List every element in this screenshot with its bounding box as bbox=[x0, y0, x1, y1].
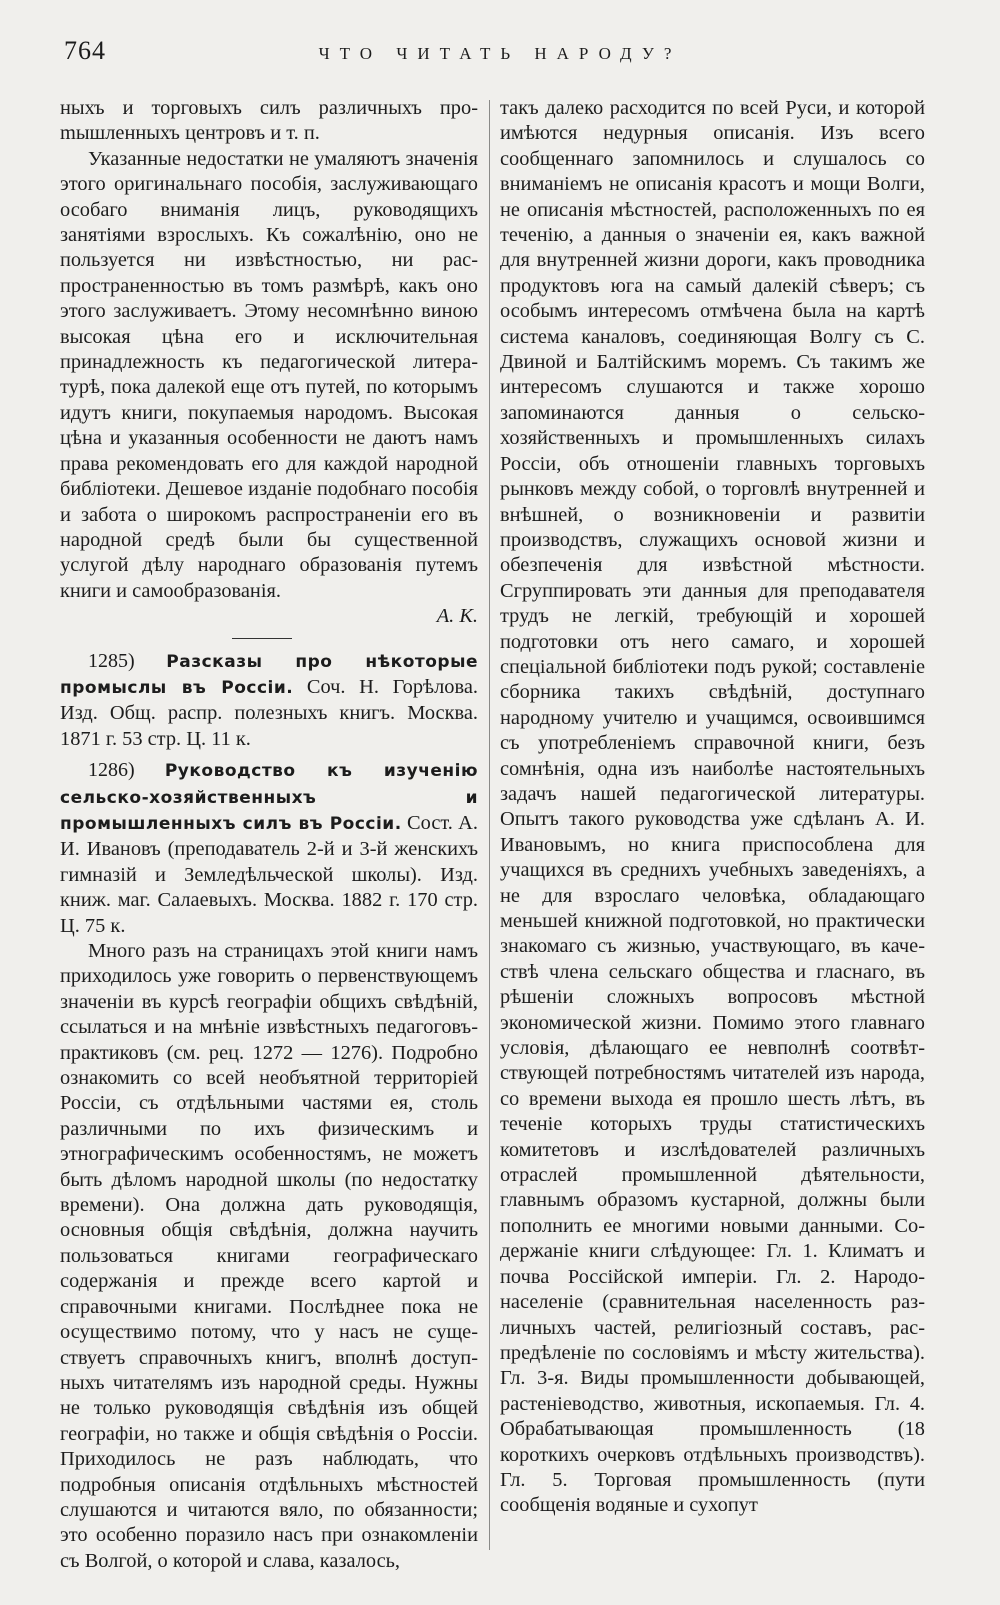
signature-line bbox=[60, 604, 478, 629]
entry-number: 1285) bbox=[88, 649, 135, 672]
entry-details: Сост. А. И. Ивановъ (преподаватель 2-й и 3-й женскихъ гимназій и Земледѣльческой школы). Изд. книж. маг. Салаевыхъ. Москва. 1882 г. 170 стр. Ц. 75 к. bbox=[60, 811, 478, 937]
entry-title: Руководство къ изученію сельско-хозяйственныхъ и промышленныхъ силъ въ Россіи. bbox=[60, 761, 478, 834]
bibliographic-entry bbox=[60, 649, 478, 753]
entry-details: Соч. Н. Горѣлова. Изд. Общ. распр. полезныхъ книгъ. Москва. 1871 г. 53 стр. Ц. 11 к. bbox=[60, 675, 478, 750]
page-number: 764 bbox=[64, 36, 106, 65]
paragraph: ныхъ и торговыхъ силъ различныхъ проmышленныхъ центровъ и т. п. bbox=[60, 97, 478, 145]
paragraph: такъ далеко расходится по всей Руси, и которой имѣются недурныя описанія. Изъ всего сообщеннаго запомнилось и слушалось со вниманіемъ не описанія красотъ и мощи Волги, не описанія мѣстностей, расположенныхъ по ея теченію, а данныя о значеніи ея, какъ важной для внутренней жизни дороги, какъ проводника продуктовъ юга на самый далекій сѣверъ; съ особымъ интересомъ отмѣчена была на картѣ система каналовъ, соединяющая Волгу съ С. Двиной и Балтійскимъ моремъ. Съ такимъ же интересомъ слушаются и также хорошо запоминаются данныя о сельско-хозяйственныхъ и промышленныхъ силахъ Россіи, объ отношеніи главныхъ торговыхъ рынковъ между собой, о торговлѣ внутренней и внѣшней, о возникновеніи и развитіи производствъ, служащихъ основой жизни и обезпеченія для извѣстной мѣстности. Сгруппировать эти данныя для преподавателя трудъ не легкій, требующій и хорошей подготовки отъ него самаго, и хорошей спеціальной библіотеки подъ рукой; составленіе сборника такихъ свѣдѣній, доступнаго народному учителю и учащимся, освоившимся съ употребленіемъ справочной книги, безъ сомнѣнія, одна изъ наиболѣе настоятельныхъ задачъ нашей педагогической литературы. Опытъ такого руководства уже сдѣланъ А. И. Ивановымъ, но книга приспособлена для учащихся въ среднихъ учебныхъ заведеніяхъ, а не для взрослаго человѣка, обладающаго меньшей книжной подготовкой, но практически знакомаго съ жизнью, участвующаго, въ качествѣ члена сельскаго общества и гласнаго, въ рѣшеніи сложныхъ вопросовъ мѣстной экономической жизни. Помимо этого главнаго условія, дѣлающаго ее невполнѣ соотвѣтствующей потребностямъ читателей изъ народа, со времени выхода ея прошло шесть лѣтъ, въ теченіе которыхъ труды статистическихъ комитетовъ и изслѣдователей различныхъ отраслей промышленной дѣятельности, главнымъ образомъ кустарной, должны были пополнить ее многими новыми данными. Содержаніе книги слѣдующее: Гл. 1. Климатъ и почва Россійской имперіи. Гл. 2. Народонаселеніе (сравнительная населенность различныхъ частей, религіозный составъ, распредѣленіе по сословіямъ и мѣсту жительства). Гл. 3-я. Виды промышленности добывающей, растеніеводство, животныя, ископаемыя. Гл. 4. Обрабатывающая промышленность (18 короткихъ очерковъ отдѣльныхъ производствъ). Гл. 5. Торговая промышленность (пути сообщенія водяные и сухопут bbox=[500, 97, 925, 1517]
separator-rule bbox=[232, 638, 292, 639]
author-signature: А. К. bbox=[436, 605, 478, 628]
paragraph: Много разъ на страницахъ этой книги намъ приходилось уже говорить о первенствующемъ значеніи въ курсѣ географіи общихъ свѣдѣній, ссылаться и на мнѣніе извѣстныхъ педагоговъ-практиковъ (см. рец. 1272 — 1276). Подробно ознакомить со всей необъятной территоріей Россіи, съ отдѣльными частями ея, столь различными по ихъ физическимъ и этнографическимъ особенностямъ, не можетъ быть дѣломъ народной школы (по недостатку времени). Она должна дать руководящія, основныя общія свѣдѣнія, должна научить пользоваться книгами географическаго содержанія и прежде всего картой и справочными книгами. Послѣднее пока не осуществимо потому, что у насъ не существуетъ справочныхъ книгъ, вполнѣ доступныхъ читателямъ изъ народной среды. Нужны не только руководящія свѣдѣнія изъ общей географіи, но также и общія свѣдѣнія о Россіи. Приходилось не разъ наблюдать, что подробныя описанія отдѣльныхъ мѣстностей слушаются и читаются вяло, по обязанности; это особенно поразило насъ при ознакомленіи съ Волгой, о которой и слава, казалось, bbox=[60, 940, 478, 1572]
column-divider bbox=[489, 100, 490, 1550]
bibliographic-entry bbox=[60, 758, 478, 939]
running-title: ЧТО ЧИТАТЬ НАРОДУ? bbox=[318, 44, 682, 63]
entry-number: 1286) bbox=[88, 759, 135, 782]
left-column bbox=[60, 96, 478, 1576]
paragraph: Указанные недостатки не умаляютъ значенія этого оригинальнаго пособія, заслуживающаго особаго вниманія лицъ, руководящихъ занятіями взрослыхъ. Къ сожалѣнію, оно не пользуется ни извѣстностью, ни распространенностью въ томъ размѣрѣ, какъ оно этого заслуживаетъ. Этому несомнѣнно виною высокая цѣна его и исключительная принадлежность къ педагогической литературѣ, пока далекой еще отъ путей, по которымъ идутъ книги, покупаемыя народомъ. Высокая цѣна и указанныя особенности не даютъ намъ права рекомендовать его для каждой народной библіотеки. Дешевое изданіе подобнаго пособія и забота о широкомъ распространеніи его въ народной средѣ были бы существенной услугой дѣлу народнаго образованія путемъ книги и самообразованія. bbox=[60, 147, 478, 602]
entry-title: Разсказы про нѣкоторые промыслы въ Россіи. bbox=[60, 651, 478, 698]
right-column bbox=[500, 96, 925, 1576]
